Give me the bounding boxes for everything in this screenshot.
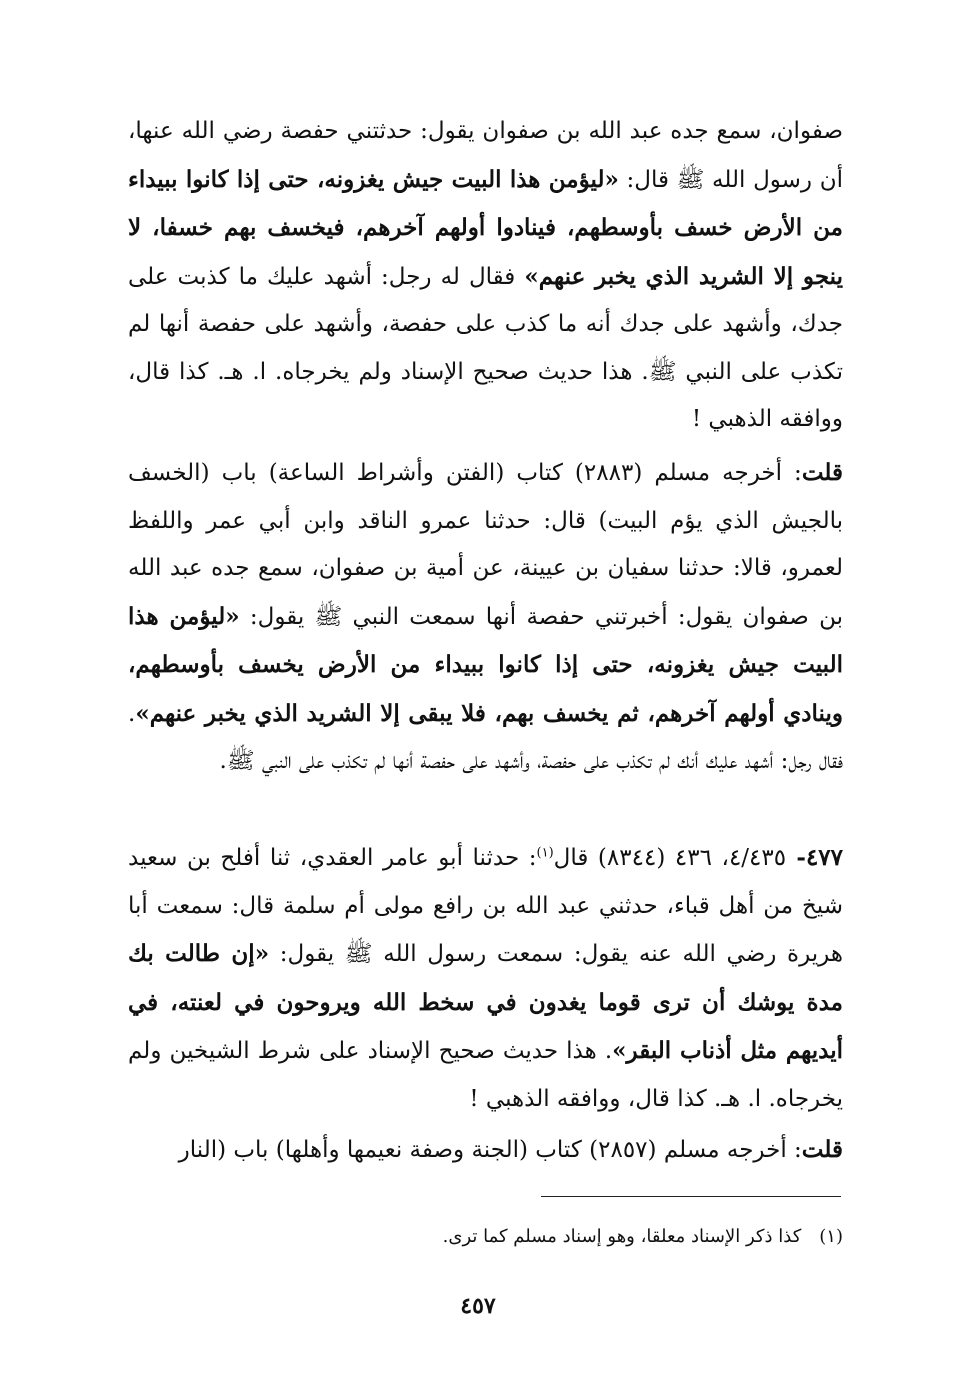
text-segment: . فقال رجل: أشهد عليك أنك لم تكذب على حفصة، وأشهد على حفصة أنها لم تكذب على النبي ﷺ. bbox=[128, 700, 843, 774]
paragraph-hadith-477 bbox=[128, 834, 843, 1123]
footnote-text: كذا ذكر الإسناد معلقا، وهو إسناد مسلم كما ترى. bbox=[442, 1226, 802, 1247]
bold-text-segment: «ليؤمن هذا البيت جيش يغزونه، حتى إذا كانوا ببيداء من الأرض يخسف بأوسطهم، وينادي أولهم آخرهم، ثم يخسف بهم، فلا يبقى إلا الشريد الذي يخبر عنهم» bbox=[128, 602, 843, 727]
bold-text-segment: قلت bbox=[801, 1136, 843, 1163]
text-segment: ٤/٤٣٥، ٤٣٦ (٨٣٤٤) قال bbox=[553, 845, 787, 871]
bold-text-segment: «ليؤمن هذا البيت جيش يغزونه، حتى إذا كانوا ببيداء من الأرض خسف بأوسطهم، فينادوا أولهم آخرهم، فيخسف بهم خسفا، لا ينجو إلا الشريد الذي يخبر عنهم» bbox=[128, 165, 844, 290]
bold-text-segment: قلت bbox=[801, 459, 844, 486]
paragraph-muslim-reference-2 bbox=[128, 1126, 843, 1175]
paragraph-muslim-reference bbox=[128, 449, 843, 786]
bold-text-segment: «إن طالت بك مدة يوشك أن ترى قوما يغدون في سخط الله ويروحون في لعنته، في أيديهم مثل أذناب البقر» bbox=[128, 940, 844, 1064]
text-segment: فقال له رجل: أشهد عليك ما كذبت على جدك، وأشهد على جدك أنه ما كذب على حفصة، وأشهد على حفصة أنها لم تكذب على النبي ﷺ. هذا حديث صحيح الإسناد ولم يخرجاه. ا. هـ. كذا قال، ووافقه الذهبي ! bbox=[128, 263, 843, 432]
footnote bbox=[300, 1222, 843, 1252]
text-segment: : أخرجه مسلم (٢٨٥٧) كتاب (الجنة وصفة نعيمها وأهلها) باب (النار bbox=[178, 1137, 802, 1163]
footnote-number: (١) bbox=[819, 1226, 843, 1247]
text-segment: صفوان، سمع جده عبد الله بن صفوان يقول: حدثتني حفصة رضي الله عنها، أن رسول الله ﷺ قال: bbox=[128, 118, 843, 193]
footnote-marker: (١) bbox=[536, 845, 554, 861]
text-segment: : أخرجه مسلم (٢٨٨٣) كتاب (الفتن وأشراط الساعة) باب (الخسف بالجيش الذي يؤم البيت) قال: حدثنا عمرو الناقد وابن أبي عمر واللفظ لعمرو، قالا: حدثنا سفيان بن عيينة، عن أمية بن صفوان، سمع جده عبد الله بن صفوان يقول: أخبرتني حفصة أنها سمعت النبي ﷺ يقول: bbox=[128, 460, 843, 630]
page-number: ٤٥٧ bbox=[460, 1293, 496, 1319]
text-segment: . هذا حديث صحيح الإسناد على شرط الشيخين ولم يخرجاه. ا. هـ. كذا قال، ووافقه الذهبي ! bbox=[128, 1038, 843, 1112]
paragraph-hadith-continuation bbox=[128, 108, 843, 444]
text-segment: : حدثنا أبو عامر العقدي، ثنا أفلح بن سعيد شيخ من أهل قباء، حدثني عبد الله بن رافع مولى أم سلمة قال: سمعت أبا هريرة رضي الله عنه يقول: سمعت رسول الله ﷺ يقول: bbox=[128, 845, 843, 967]
footnote-divider bbox=[541, 1196, 841, 1197]
bold-text-segment: ٤٧٧- bbox=[786, 844, 843, 871]
